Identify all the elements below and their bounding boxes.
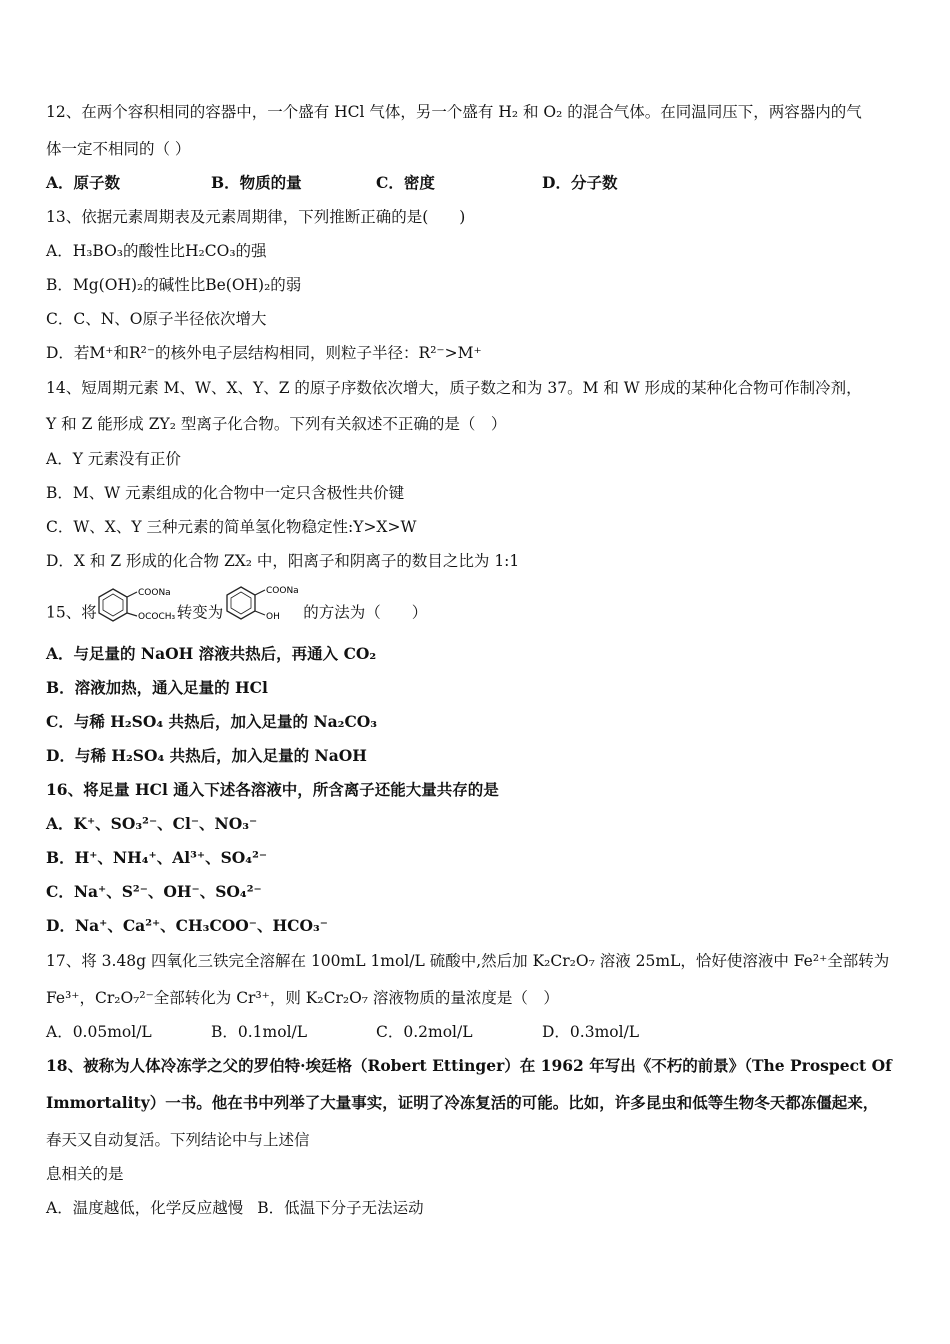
q14-option-a[interactable]: A．Y 元素没有正价 (46, 450, 181, 468)
q15-middle: 转变为 (176, 603, 224, 622)
q18-option-b[interactable]: B．低温下分子无法运动 (257, 1199, 424, 1217)
mol1-bottom-group: OCOCH₃ (137, 612, 175, 622)
q13-option-d[interactable]: D．若M⁺和R²⁻的核外电子层结构相同，则粒子半径：R²⁻>M⁺ (46, 344, 482, 362)
q14-option-c[interactable]: C．W、X、Y 三种元素的简单氢化物稳定性:Y>X>W (46, 518, 417, 536)
q16-option-b[interactable]: B．H⁺、NH₄⁺、Al³⁺、SO₄²⁻ (46, 848, 268, 867)
q16-option-d[interactable]: D．Na⁺、Ca²⁺、CH₃COO⁻、HCO₃⁻ (46, 916, 328, 935)
mol2-top-group: COONa (266, 586, 299, 596)
q17-option-c[interactable]: C．0.2mol/L (376, 1023, 473, 1041)
q12-stem-line1: 12、在两个容积相同的容器中，一个盛有 HCl 气体，另一个盛有 H₂ 和 O₂ 的混合气体。在同温同压下，两容器内的气 (46, 103, 862, 121)
q18-stem-line4: 息相关的是 (46, 1165, 124, 1183)
q12-stem-line2: 体一定不相同的（ ） (46, 140, 191, 158)
q17-option-d[interactable]: D．0.3mol/L (542, 1023, 640, 1041)
q13-option-b[interactable]: B．Mg(OH)₂的碱性比Be(OH)₂的弱 (46, 276, 302, 294)
q15-stem (46, 583, 427, 627)
mol1-top-group: COONa (137, 588, 171, 598)
q12-option-a[interactable]: A．原子数 (46, 173, 121, 192)
q18-stem-line1: 18、被称为人体冷冻学之父的罗伯特·埃廷格（Robert Ettinger）在 1962 年写出《不朽的前景》（The Prospect Of (46, 1056, 892, 1075)
q14-stem-line2: Y 和 Z 能形成 ZY₂ 型离子化合物。下列有关叙述不正确的是（ ） (46, 415, 507, 433)
q18-stem-line3: 春天又自动复活。下列结论中与上述信 (46, 1131, 310, 1149)
q14-option-b[interactable]: B．M、W 元素组成的化合物中一定只含极性共价键 (46, 484, 405, 502)
q14-option-d[interactable]: D．X 和 Z 形成的化合物 ZX₂ 中，阳离子和阴离子的数目之比为 1:1 (46, 552, 520, 570)
q12-option-b[interactable]: B．物质的量 (211, 173, 302, 192)
q13-stem: 13、依据元素周期表及元素周期律，下列推断正确的是( ) (46, 208, 466, 226)
q13-option-c[interactable]: C．C、N、O原子半径依次增大 (46, 310, 267, 328)
molecule-salicylate (223, 583, 303, 644)
q12-option-c[interactable]: C．密度 (376, 173, 435, 192)
q15-suffix: 的方法为（ ） (303, 603, 428, 622)
q16-option-c[interactable]: C．Na⁺、S²⁻、OH⁻、SO₄²⁻ (46, 882, 262, 901)
q13-option-a[interactable]: A．H₃BO₃的酸性比H₂CO₃的强 (46, 242, 267, 260)
q17-option-b[interactable]: B．0.1mol/L (211, 1023, 308, 1041)
q14-stem-line1: 14、短周期元素 M、W、X、Y、Z 的原子序数依次增大，质子数之和为 37。M 和 W 形成的某种化合物可作制冷剂， (46, 379, 862, 397)
molecule-acetylsalicylate (97, 583, 177, 644)
q15-option-a[interactable]: A．与足量的 NaOH 溶液共热后，再通入 CO₂ (46, 644, 377, 663)
q16-option-a[interactable]: A．K⁺、SO₃²⁻、Cl⁻、NO₃⁻ (46, 814, 258, 833)
q17-stem-line1: 17、将 3.48g 四氧化三铁完全溶解在 100mL 1mol/L 硫酸中,然后加 K₂Cr₂O₇ 溶液 25mL，恰好使溶液中 Fe²⁺全部转为 (46, 952, 890, 970)
q15-option-d[interactable]: D．与稀 H₂SO₄ 共热后，加入足量的 NaOH (46, 746, 367, 765)
mol2-bottom-group: OH (266, 612, 281, 622)
q17-option-a[interactable]: A．0.05mol/L (46, 1023, 152, 1041)
q15-prefix: 15、将 (46, 603, 97, 622)
q17-stem-line2: Fe³⁺，Cr₂O₇²⁻全部转化为 Cr³⁺，则 K₂Cr₂O₇ 溶液物质的量浓度是（ ） (46, 989, 559, 1007)
q12-option-d[interactable]: D．分子数 (542, 173, 618, 192)
q15-option-c[interactable]: C．与稀 H₂SO₄ 共热后，加入足量的 Na₂CO₃ (46, 712, 378, 731)
q18-stem-line2: Immortality）一书。他在书中列举了大量事实，证明了冷冻复活的可能。比如，许多昆虫和低等生物冬天都冻僵起来， (46, 1093, 879, 1112)
q15-option-b[interactable]: B．溶液加热，通入足量的 HCl (46, 678, 268, 697)
q18-options (46, 1198, 424, 1218)
q16-stem: 16、将足量 HCl 通入下述各溶液中，所含离子还能大量共存的是 (46, 780, 499, 799)
q18-option-a[interactable]: A．温度越低，化学反应越慢 (46, 1199, 244, 1217)
